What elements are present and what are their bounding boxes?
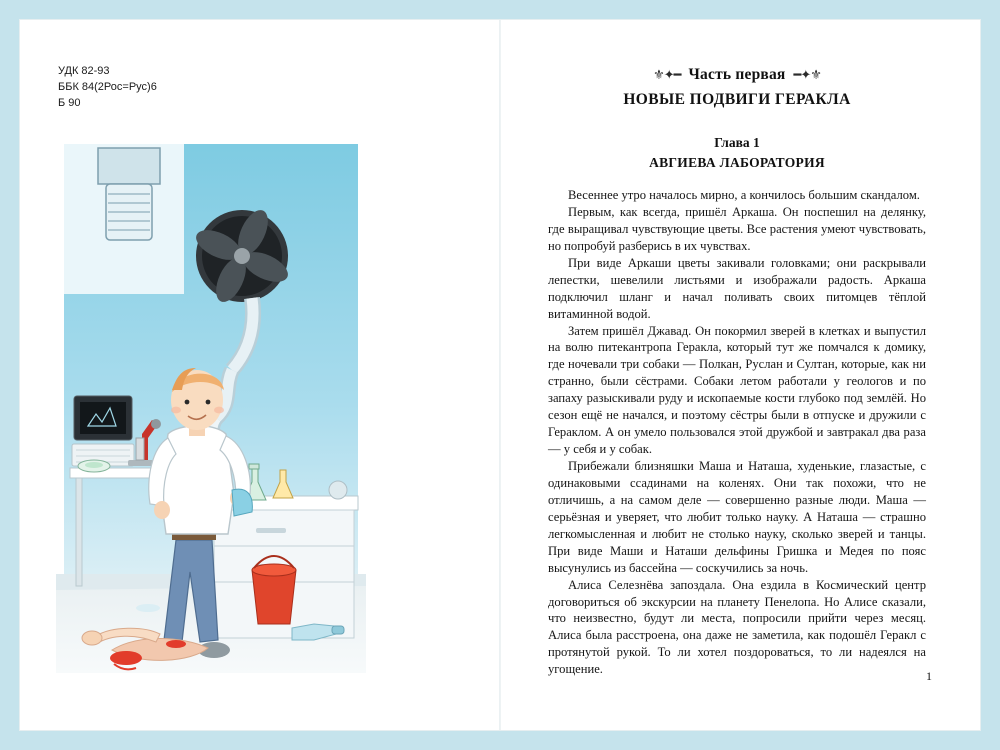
computer-monitor <box>74 396 132 440</box>
ventilation-duct <box>98 148 160 240</box>
right-page <box>500 20 980 730</box>
paragraph: Прибежали близняшки Маша и Наташа, худенькие, глазастые, с одинаковыми ссадинами на коленях. Они так похожи, что не отличишь, а на самом деле — совершенно разные люди. Маша — серьёзная и уверяет, что любит только науку. А Наташа — страшно легкомысленная и любит не столько науку, сколько зверей и танцы. При виде Маши и Наташи дельфины Гришка и Медея по пояс высунулись из бассейна — соскучились за ночь. <box>548 459 926 575</box>
red-bucket <box>252 556 296 624</box>
part-title: НОВЫЕ ПОДВИГИ ГЕРАКЛА <box>623 91 851 108</box>
page-number: 1 <box>926 669 932 683</box>
petri-dish <box>78 460 110 472</box>
ornament-right-icon: ━✦⚜ <box>793 67 821 82</box>
imprint-line-bbk: ББК 84(2Рос=Рус)6 <box>58 80 157 93</box>
imprint-block <box>58 64 157 112</box>
paragraph: Весеннее утро началось мирно, а кончилось большим скандалом. <box>568 188 920 202</box>
chapter-illustration <box>56 138 366 673</box>
imprint-line-code: Б 90 <box>58 96 81 109</box>
chapter-number: Глава 1 <box>714 135 760 150</box>
paragraph: Алиса Селезнёва запоздала. Она ездила в Космический центр договориться об экскурсии на планету Пенелопа. Но Алисе сказали, что неизвестно, будут ли места, попросили прийти через месяц. Алиса была расстроена, она даже не заметила, как подошёл Геракл с протянутой рукой. То ли хотел поздороваться, то ли надеялся на угощение. <box>548 577 926 677</box>
paragraph: При виде Аркаши цветы закивали головками; они раскрывали лепестки, шевелили листьями и изображали радость. Аркаша подключил шланг и начал поливать своих питомцев тёплой витаминной водой. <box>548 255 926 321</box>
paragraph: Первым, как всегда, пришёл Аркаша. Он поспешил на делянку, где выращивал чувствующие цветы. Все растения умеют чувствовать, но попробуй разберись в их чувствах. <box>548 204 926 253</box>
imprint-line-udk: УДК 82-93 <box>58 65 110 77</box>
chapter-title: АВГИЕВА ЛАБОРАТОРИЯ <box>649 155 825 170</box>
ornament-left-icon: ⚜✦━ <box>653 67 681 82</box>
part-heading <box>548 66 926 109</box>
paragraph: Затем пришёл Джавад. Он покормил зверей в клетках и выпустил на волю питекантропа Геракла, который тут же помчался к домику, где ночевали три собаки — Полкан, Руслан и Султан, которые, как ни странно, были сёстрами. Собаки летом работали у геологов и по запаху разыскивали руду и ископаемые кости глубоко под землёй. Но сезон ещё не начался, и поэтому сёстры были в отпуске и дружили с Гераклом. А он умело пользовался этой дружбой и завтракал два раза — у себя и у собак. <box>548 323 926 457</box>
ornament-row <box>548 66 926 84</box>
book-spread <box>20 20 980 730</box>
text-column <box>548 66 926 678</box>
body-text <box>548 187 926 678</box>
left-page <box>20 20 500 730</box>
part-label: Часть первая <box>688 66 786 83</box>
